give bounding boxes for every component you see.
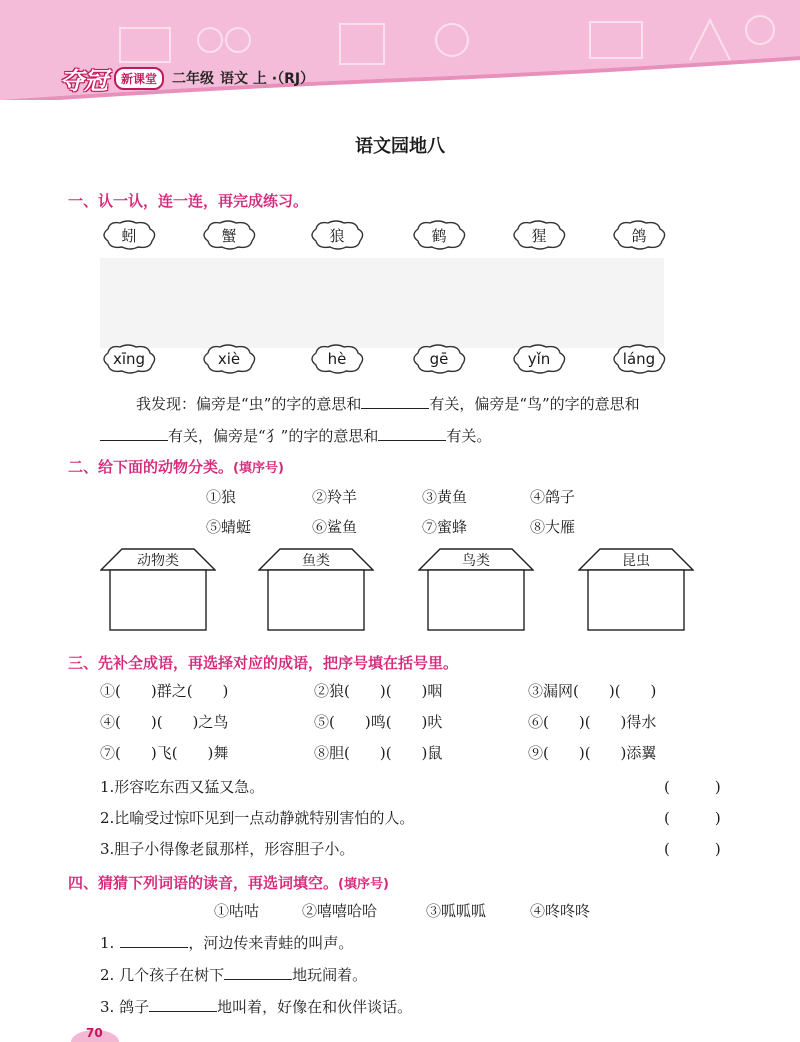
idiom-item[interactable]: ③漏网( )( ) xyxy=(528,682,657,700)
pinyin-cloud[interactable] xyxy=(200,343,258,375)
answer-parentheses[interactable]: ( ) xyxy=(664,778,721,796)
character: 猩 xyxy=(531,226,547,245)
fill-question-1 xyxy=(100,932,353,953)
fill-q1-text: ，河边传来青蛙的叫声。 xyxy=(188,934,354,952)
word-option: ①咕咕 xyxy=(214,902,260,920)
fill-question-3 xyxy=(100,996,412,1017)
answer-blank[interactable] xyxy=(120,934,188,948)
finding-text-2b: 有关。 xyxy=(446,427,492,445)
word-option: ③呱呱呱 xyxy=(426,902,487,920)
character-cloud[interactable] xyxy=(100,219,158,251)
character-cloud[interactable] xyxy=(610,219,668,251)
character-cloud[interactable] xyxy=(200,219,258,251)
idiom-item[interactable]: ⑤( )鸣( )吠 xyxy=(314,713,443,731)
header-banner xyxy=(0,0,800,100)
category-label: 动物类 xyxy=(137,553,179,569)
fill-q2-text: 地玩闹着。 xyxy=(292,966,368,984)
section2-heading xyxy=(68,456,284,477)
pinyin: hè xyxy=(327,350,347,368)
idiom-question: 2.比喻受过惊吓见到一点动静就特别害怕的人。 xyxy=(100,809,415,827)
fill-q3-text: 地叫着，好像在和伙伴谈话。 xyxy=(217,998,413,1016)
idiom-item[interactable]: ⑦( )飞( )舞 xyxy=(100,744,229,762)
category-house[interactable] xyxy=(418,548,534,632)
animal-item: ⑦蜜蜂 xyxy=(422,518,468,536)
section4-note: (填序号) xyxy=(338,877,389,892)
category-house[interactable] xyxy=(258,548,374,632)
section3-heading: 三、先补全成语，再选择对应的成语，把序号填在括号里。 xyxy=(68,654,459,672)
idiom-item[interactable]: ⑥( )( )得水 xyxy=(528,713,657,731)
pinyin-cloud[interactable] xyxy=(410,343,468,375)
idiom-item[interactable]: ④( )( )之鸟 xyxy=(100,713,229,731)
idiom-question: 1.形容吃东西又猛又急。 xyxy=(100,778,265,796)
section2-heading-text: 二、给下面的动物分类。 xyxy=(68,458,234,476)
character: 狼 xyxy=(329,226,345,245)
answer-parentheses[interactable]: ( ) xyxy=(664,809,721,827)
word-option: ②嘻嘻哈哈 xyxy=(302,902,378,920)
category-label: 鸟类 xyxy=(462,553,490,569)
fill-q2-prefix: 2. 几个孩子在树下 xyxy=(100,966,225,984)
word-option: ④咚咚咚 xyxy=(530,902,591,920)
category-house[interactable] xyxy=(100,548,216,632)
character-cloud[interactable] xyxy=(510,219,568,251)
pinyin-cloud[interactable] xyxy=(610,343,668,375)
pinyin: yǐn xyxy=(527,350,551,368)
answer-blank[interactable] xyxy=(149,998,217,1012)
answer-blank[interactable] xyxy=(100,427,168,441)
idiom-question: 3.胆子小得像老鼠那样，形容胆子小。 xyxy=(100,840,355,858)
idiom-item[interactable]: ②狼( )( )咽 xyxy=(314,682,443,700)
finding-text-1b: 有关，偏旁是“鸟”的字的意思和 xyxy=(429,395,640,413)
animal-item: ③黄鱼 xyxy=(422,488,468,506)
finding-line-2 xyxy=(100,425,491,446)
character: 鸽 xyxy=(631,226,647,245)
character: 鹤 xyxy=(431,226,447,245)
character: 蚓 xyxy=(121,226,137,245)
series-badge: 新课堂 xyxy=(114,67,164,90)
answer-blank[interactable] xyxy=(224,966,292,980)
category-house[interactable] xyxy=(578,548,694,632)
pinyin: láng xyxy=(622,350,656,368)
finding-text-1a: 我发现：偏旁是“虫”的字的意思和 xyxy=(136,395,362,413)
pinyin-cloud[interactable] xyxy=(100,343,158,375)
section2-note: (填序号) xyxy=(233,461,284,476)
finding-text-2a: 有关，偏旁是“犭”的字的意思和 xyxy=(168,427,379,445)
character-cloud[interactable] xyxy=(308,219,366,251)
idiom-item[interactable]: ①( )群之( ) xyxy=(100,682,229,700)
pinyin: xīng xyxy=(112,350,146,368)
pinyin: gē xyxy=(429,350,449,368)
grade-label: 二年级 xyxy=(172,71,215,87)
idiom-item[interactable]: ⑧胆( )( )鼠 xyxy=(314,744,443,762)
subject-label: 语文 上 ·（RJ） xyxy=(220,71,315,87)
page-title: 语文园地八 xyxy=(355,136,445,157)
animal-item: ④鸽子 xyxy=(530,488,576,506)
animal-item: ⑤蜻蜓 xyxy=(206,518,252,536)
answer-parentheses[interactable]: ( ) xyxy=(664,840,721,858)
animal-item: ①狼 xyxy=(206,488,237,506)
idiom-item[interactable]: ⑨( )( )添翼 xyxy=(528,744,657,762)
section1-heading: 一、认一认，连一连，再完成练习。 xyxy=(68,192,309,210)
connect-area[interactable] xyxy=(100,258,664,348)
page-number: 70 xyxy=(86,1026,103,1040)
logo: 夺冠 xyxy=(60,66,108,95)
finding-line-1 xyxy=(136,393,640,414)
section4-heading xyxy=(68,872,389,893)
answer-blank[interactable] xyxy=(361,395,429,409)
animal-item: ②羚羊 xyxy=(312,488,358,506)
fill-q3-prefix: 3. 鸽子 xyxy=(100,998,150,1016)
fill-q1-prefix: 1. xyxy=(100,934,115,952)
character-cloud[interactable] xyxy=(410,219,468,251)
answer-blank[interactable] xyxy=(378,427,446,441)
pinyin-cloud[interactable] xyxy=(510,343,568,375)
pinyin: xiè xyxy=(217,350,241,368)
category-label: 昆虫 xyxy=(622,553,650,569)
brand xyxy=(60,64,315,95)
fill-question-2 xyxy=(100,964,367,985)
character: 蟹 xyxy=(221,226,237,245)
animal-item: ⑥鲨鱼 xyxy=(312,518,358,536)
pinyin-cloud[interactable] xyxy=(308,343,366,375)
category-label: 鱼类 xyxy=(302,553,330,569)
animal-item: ⑧大雁 xyxy=(530,518,576,536)
section4-heading-text: 四、猜猜下列词语的读音，再选词填空。 xyxy=(68,874,339,892)
